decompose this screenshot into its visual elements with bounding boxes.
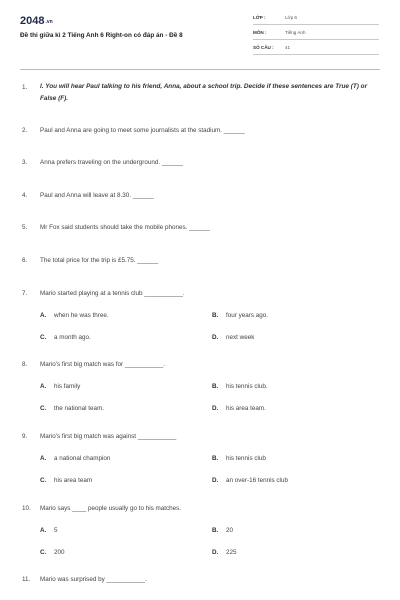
question-number: 8. <box>22 361 28 368</box>
option-label: B. <box>212 312 219 319</box>
question-count-value: 41 <box>285 45 291 50</box>
question-text: Paul and Anna are going to meet some journalists at the stadium. ______ <box>40 127 245 134</box>
question-number: 9. <box>22 433 28 440</box>
question-number: 3. <box>22 159 28 166</box>
site-logo[interactable] <box>20 15 53 27</box>
option-label: C. <box>40 334 47 341</box>
option-label: D. <box>212 334 219 341</box>
question-text: Mario says ____ people usually go to his matches. <box>40 505 182 512</box>
option-text[interactable]: 5 <box>54 527 58 534</box>
option-text[interactable]: next week <box>226 334 255 341</box>
logo-tld: .vn <box>45 19 53 25</box>
option-text[interactable]: 200 <box>54 549 65 556</box>
option-label: C. <box>40 549 47 556</box>
option-text[interactable]: when he was three. <box>54 312 109 319</box>
option-label: D. <box>212 405 219 412</box>
option-label: A. <box>40 312 47 319</box>
question-number: 4. <box>22 192 28 199</box>
question-text: Mr Fox said students should take the mobile phones. ______ <box>40 224 211 231</box>
option-label: C. <box>40 477 47 484</box>
question-number: 11. <box>22 576 31 583</box>
subject-field <box>253 29 379 40</box>
option-label: A. <box>40 383 47 390</box>
question-text: Mario's first big match was against ___________ <box>40 433 177 440</box>
question-text: Mario started playing at a tennis club ___________. <box>40 290 185 297</box>
question-number: 6. <box>22 257 28 264</box>
question-count-field <box>253 44 379 55</box>
option-text[interactable]: his area team <box>54 477 93 484</box>
header <box>0 0 400 62</box>
class-label: LỚP : <box>253 15 266 20</box>
class-field <box>253 14 379 25</box>
question-text: Anna prefers traveling on the underground. ______ <box>40 159 183 166</box>
option-text[interactable]: 20 <box>226 527 234 534</box>
question-text: Mario was surprised by ___________. <box>40 576 147 583</box>
option-label: D. <box>212 549 219 556</box>
logo-text: 2048 <box>20 15 45 27</box>
question-text: Mario's first big match was for ___________. <box>40 361 166 368</box>
option-text[interactable]: the national team. <box>54 405 105 412</box>
question-text: Paul and Anna will leave at 8.30. ______ <box>40 192 154 199</box>
subject-value: Tiếng Anh <box>285 30 306 35</box>
option-label: C. <box>40 405 47 412</box>
option-text[interactable]: his tennis club. <box>226 383 268 390</box>
option-label: A. <box>40 455 47 462</box>
option-text[interactable]: his family <box>54 383 81 390</box>
question-count-label: SỐ CÂU : <box>253 45 274 50</box>
option-label: B. <box>212 383 219 390</box>
option-label: D. <box>212 477 219 484</box>
option-label: B. <box>212 527 219 534</box>
option-text[interactable]: a month ago. <box>54 334 91 341</box>
option-text[interactable]: an over-16 tennis club <box>226 477 288 484</box>
question-number: 10. <box>22 505 31 512</box>
question-instruction: I. You will hear Paul talking to his friend, Anna, about a school trip. Decide if these sentences are True (T) or False (F). <box>40 83 368 102</box>
option-text[interactable]: a national champion <box>54 455 111 462</box>
question-number: 2. <box>22 127 28 134</box>
option-label: A. <box>40 527 47 534</box>
option-text[interactable]: his area team. <box>226 405 266 412</box>
exam-title: Đề thi giữa kì 2 Tiếng Anh 6 Right-on có đáp án - Đề 8 <box>20 32 183 39</box>
subject-label: MÔN : <box>253 30 267 35</box>
option-label: B. <box>212 455 219 462</box>
option-text[interactable]: his tennis club <box>226 455 266 462</box>
question-number: 5. <box>22 224 28 231</box>
class-value: Lớp 6 <box>285 15 297 20</box>
question-text: The total price for the trip is £5.75. ______ <box>40 257 159 264</box>
question-number: 1. <box>22 84 28 91</box>
question-number: 7. <box>22 290 28 297</box>
header-divider <box>20 69 380 70</box>
option-text[interactable]: 225 <box>226 549 237 556</box>
option-text[interactable]: four years ago. <box>226 312 269 319</box>
